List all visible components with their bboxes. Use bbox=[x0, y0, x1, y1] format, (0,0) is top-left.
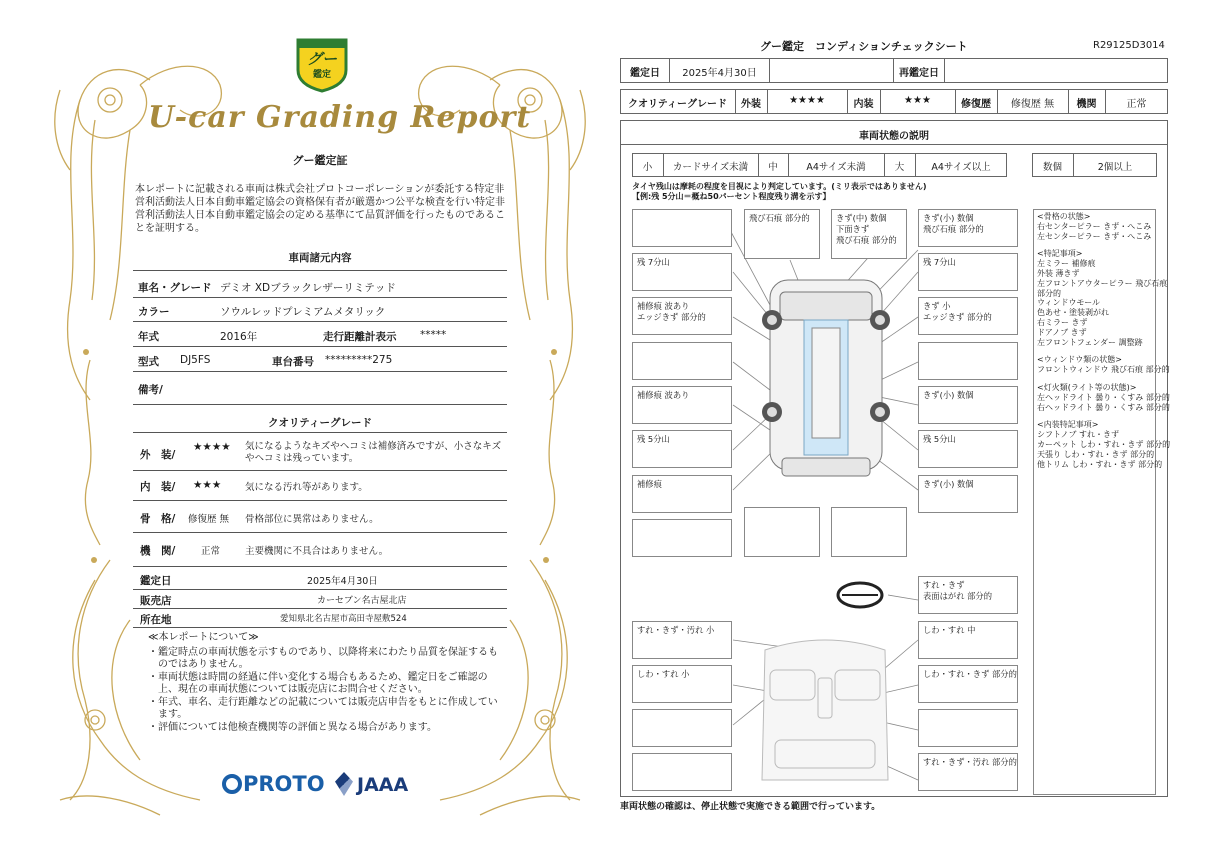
condition-text: 飛び石痕 部分的 bbox=[749, 213, 810, 223]
proto-logo-text: PROTO bbox=[243, 772, 325, 796]
divider bbox=[133, 346, 507, 347]
size-large-desc: A4サイズ以上 bbox=[931, 162, 991, 173]
exterior-stars: ★★★★ bbox=[789, 95, 825, 106]
engine-label: 機 関/ bbox=[140, 545, 176, 557]
divider bbox=[133, 500, 507, 501]
frame-label: 骨 格/ bbox=[140, 513, 176, 525]
engine-value: 正常 bbox=[201, 546, 221, 557]
condition-box bbox=[918, 253, 1018, 291]
condition-box bbox=[918, 753, 1018, 791]
condition-box bbox=[632, 297, 732, 335]
condition-text: きず(中) 数個 下面きず 飛び石痕 部分的 bbox=[836, 213, 897, 245]
size-mid-desc: A4サイズ未満 bbox=[806, 162, 866, 173]
chassis-value: *********275 bbox=[325, 354, 393, 366]
condition-text: 補修痕 波あり エッジきず 部分的 bbox=[637, 301, 706, 322]
condition-text: すれ・きず・汚れ 小 bbox=[637, 625, 715, 635]
proto-mark-icon bbox=[222, 774, 242, 794]
size-mid: 中 bbox=[768, 162, 778, 173]
engine-value: 正常 bbox=[1126, 99, 1147, 110]
goo-kantei-badge bbox=[294, 34, 350, 92]
name-value: デミオ XDブラックレザーリミテッド bbox=[220, 282, 396, 294]
condition-box bbox=[918, 665, 1018, 703]
condition-text: 残 5分山 bbox=[637, 434, 670, 444]
grade-heading: クオリティーグレード bbox=[268, 417, 372, 429]
badge-line2: 鑑定 bbox=[312, 70, 331, 80]
frame-notes: <骨格の状態> 右センターピラー きず・へこみ 左センターピラー きず・へこみ bbox=[1037, 212, 1152, 241]
interior-text: 気になる汚れ等があります。 bbox=[245, 482, 368, 493]
condition-text: 補修痕 波あり bbox=[637, 390, 690, 400]
condition-text: きず(小) 数個 bbox=[923, 390, 974, 400]
condition-box bbox=[632, 753, 732, 791]
condition-text: 残 5分山 bbox=[923, 434, 956, 444]
condition-box bbox=[632, 342, 732, 380]
condition-box bbox=[918, 297, 1018, 335]
condition-box bbox=[632, 253, 732, 291]
divider bbox=[133, 270, 507, 271]
address-label: 所在地 bbox=[140, 614, 172, 626]
condition-text: しわ・すれ・きず 部分的 bbox=[923, 669, 1017, 679]
side-notes-panel bbox=[1033, 209, 1171, 795]
badge-line1: グー bbox=[306, 50, 337, 68]
condition-text: すれ・きず・汚れ 部分的 bbox=[923, 757, 1017, 767]
proto-logo bbox=[222, 772, 325, 796]
condition-box bbox=[632, 386, 732, 424]
repair-value: 修復歴 無 bbox=[1010, 99, 1055, 110]
condition-box bbox=[744, 209, 820, 259]
model-label: 型式 bbox=[138, 356, 159, 368]
interior-stars: ★★★ bbox=[193, 479, 222, 491]
jaaa-logo bbox=[335, 772, 408, 796]
divider bbox=[133, 627, 507, 628]
steering-condition-box bbox=[918, 576, 1018, 614]
divider bbox=[133, 432, 507, 433]
condition-box bbox=[632, 475, 732, 513]
shop-label: 販売店 bbox=[140, 595, 172, 607]
spec-heading: 車両諸元内容 bbox=[288, 252, 352, 264]
date-value: 2025年4月30日 bbox=[682, 68, 757, 79]
grade-label: クオリティーグレード bbox=[628, 99, 727, 110]
frame-value: 修復歴 無 bbox=[188, 514, 230, 525]
repair-label: 修復歴 bbox=[961, 99, 991, 110]
year-value: 2016年 bbox=[220, 331, 258, 343]
model-value: DJ5FS bbox=[180, 354, 211, 366]
condition-box bbox=[918, 386, 1018, 424]
condition-text: きず 小 エッジきず 部分的 bbox=[923, 301, 992, 322]
cell-divider bbox=[769, 58, 894, 83]
divider bbox=[133, 589, 507, 590]
exterior-stars: ★★★★ bbox=[193, 441, 231, 453]
divider bbox=[133, 297, 507, 298]
condition-box bbox=[632, 621, 732, 659]
address-value: 愛知県北名古屋市高田寺屋敷524 bbox=[280, 614, 407, 624]
condition-text: きず(小) 数個 飛び石痕 部分的 bbox=[923, 213, 984, 234]
divider bbox=[133, 566, 507, 567]
interior-stars: ★★★ bbox=[904, 95, 931, 106]
size-small-desc: カードサイズ未満 bbox=[672, 162, 749, 173]
interior-label: 内 装/ bbox=[140, 481, 176, 493]
name-label: 車名・グレード bbox=[138, 282, 212, 294]
tire-note-2: 【例:残 5分山＝概ね50パーセント程度残り溝を示す】 bbox=[632, 192, 831, 201]
footer-note: 車両状態の確認は、停止状態で実施できる範囲で行っています。 bbox=[620, 802, 881, 812]
condition-box bbox=[632, 709, 732, 747]
condition-text: 残 7分山 bbox=[923, 257, 956, 267]
divider bbox=[133, 371, 507, 372]
jaaa-logo-text: JAAA bbox=[357, 774, 409, 796]
condition-text: しわ・すれ 中 bbox=[923, 625, 976, 635]
certificate-body: 本レポートに記載される車両は株式会社プロトコーポレーションが委託する特定非営利活動法人日本自動車鑑定協会の資格保有者が厳選かつ公平な検査を行い特定非営利活動法人日本自動車鑑定協会の定める基準にて品質評価を行ったものであることを証明する。 bbox=[135, 184, 505, 234]
condition-box bbox=[918, 475, 1018, 513]
remarks-label: 備考/ bbox=[138, 384, 163, 396]
exterior-label: 外装 bbox=[741, 99, 761, 110]
color-value: ソウルレッドプレミアムメタリック bbox=[220, 306, 386, 318]
exterior-label: 外 装/ bbox=[140, 449, 176, 461]
chassis-label: 車台番号 bbox=[272, 356, 314, 368]
engine-label: 機関 bbox=[1076, 99, 1097, 110]
condition-box bbox=[831, 507, 907, 557]
condition-box bbox=[918, 621, 1018, 659]
condition-box bbox=[831, 209, 907, 259]
condition-box bbox=[744, 507, 820, 557]
tire-note-1: タイヤ残山は摩耗の程度を目視により判定しています。(ミリ表示ではありません) bbox=[632, 182, 927, 191]
report-notes bbox=[148, 632, 498, 734]
light-notes: <灯火類(ライト等の状態)> 左ヘッドライト 曇り・くすみ 部分的 右ヘッドライト 曇り・くすみ 部分的 bbox=[1037, 382, 1170, 412]
cell-divider bbox=[944, 58, 945, 83]
grade-row-exterior bbox=[135, 441, 507, 471]
window-notes: <ウィンドウ類の状態> フロントウィンドウ 飛び石痕 部分的 bbox=[1037, 355, 1170, 375]
condition-text: 補修痕 bbox=[637, 479, 662, 489]
shop-value: カーセブン名古屋北店 bbox=[317, 596, 407, 606]
note-item: ・鑑定時点の車両状態を示すものであり、以降将来にわたり品質を保証するものではありません。 bbox=[148, 646, 498, 670]
certificate-title: グー鑑定証 bbox=[292, 154, 348, 167]
sheet-title: グー鑑定 コンディションチェックシート bbox=[760, 40, 968, 53]
condition-box bbox=[918, 709, 1018, 747]
condition-box bbox=[632, 430, 732, 468]
reinspect-label: 再鑑定日 bbox=[899, 68, 939, 79]
size-small: 小 bbox=[642, 162, 653, 173]
divider bbox=[133, 608, 507, 609]
size-large: 大 bbox=[894, 162, 905, 173]
condition-text: 残 7分山 bbox=[637, 257, 670, 267]
interior-notes: <内装特記事項> シフトノブ すれ・きず カーペット しわ・すれ・きず 部分的 天張り しわ・すれ・きず 部分的 他トリム しわ・すれ・きず 部分的 bbox=[1037, 420, 1171, 469]
condition-heading: 車両状態の説明 bbox=[859, 131, 929, 142]
condition-box bbox=[632, 519, 732, 557]
notes-title: ≪本レポートについて≫ bbox=[148, 632, 259, 643]
mileage-value: ***** bbox=[420, 329, 447, 341]
script-title: U-car Grading Report bbox=[148, 100, 532, 135]
count-label: 数個 bbox=[1042, 162, 1062, 173]
divider bbox=[133, 532, 507, 533]
date-label: 鑑定日 bbox=[140, 575, 172, 587]
condition-box bbox=[918, 430, 1018, 468]
date-label: 鑑定日 bbox=[630, 68, 660, 79]
exterior-text: 気になるようなキズやヘコミは補修済みですが、小さなキズやヘコミは残っています。 bbox=[245, 441, 502, 464]
jaaa-mark-icon bbox=[335, 772, 353, 796]
special-notes: <特記事項> 左ミラー 補修痕 外装 薄きず 左フロントアウターピラー 飛び石痕 部分的 ウィンドウモール 色あせ・塗装剥がれ 右ミラー きず ドアノブ きず 左フロントフェンダー 調整跡 bbox=[1037, 249, 1168, 347]
note-item: ・車両状態は時間の経過に伴い変化する場合もあるため、鑑定日をご確認の上、現在の車両状態については販売店にお問合せください。 bbox=[148, 671, 488, 695]
divider bbox=[133, 321, 507, 322]
condition-text: きず(小) 数個 bbox=[923, 479, 974, 489]
condition-box bbox=[918, 342, 1018, 380]
condition-box bbox=[632, 209, 732, 247]
year-label: 年式 bbox=[138, 331, 159, 343]
condition-box bbox=[632, 665, 732, 703]
mileage-label: 走行距離計表示 bbox=[323, 331, 397, 343]
divider bbox=[133, 404, 507, 405]
date-value: 2025年4月30日 bbox=[307, 576, 378, 587]
frame-text: 骨格部位に異常はありません。 bbox=[245, 514, 379, 525]
note-item: ・年式、車名、走行距離などの記載については販売店申告をもとに作成しています。 bbox=[148, 696, 498, 720]
condition-text: すれ・きず 表面はがれ 部分的 bbox=[923, 580, 993, 601]
engine-text: 主要機関に不具合はありません。 bbox=[245, 546, 389, 557]
condition-box bbox=[918, 209, 1018, 247]
note-item: ・評価については他検査機関等の評価と異なる場合があります。 bbox=[148, 721, 437, 733]
divider bbox=[133, 470, 507, 471]
condition-text: しわ・すれ 小 bbox=[637, 669, 690, 679]
interior-label: 内装 bbox=[853, 99, 874, 110]
document-id: R29125D3014 bbox=[1093, 40, 1165, 51]
color-label: カラー bbox=[138, 306, 170, 318]
count-desc: 2個以上 bbox=[1097, 162, 1133, 173]
